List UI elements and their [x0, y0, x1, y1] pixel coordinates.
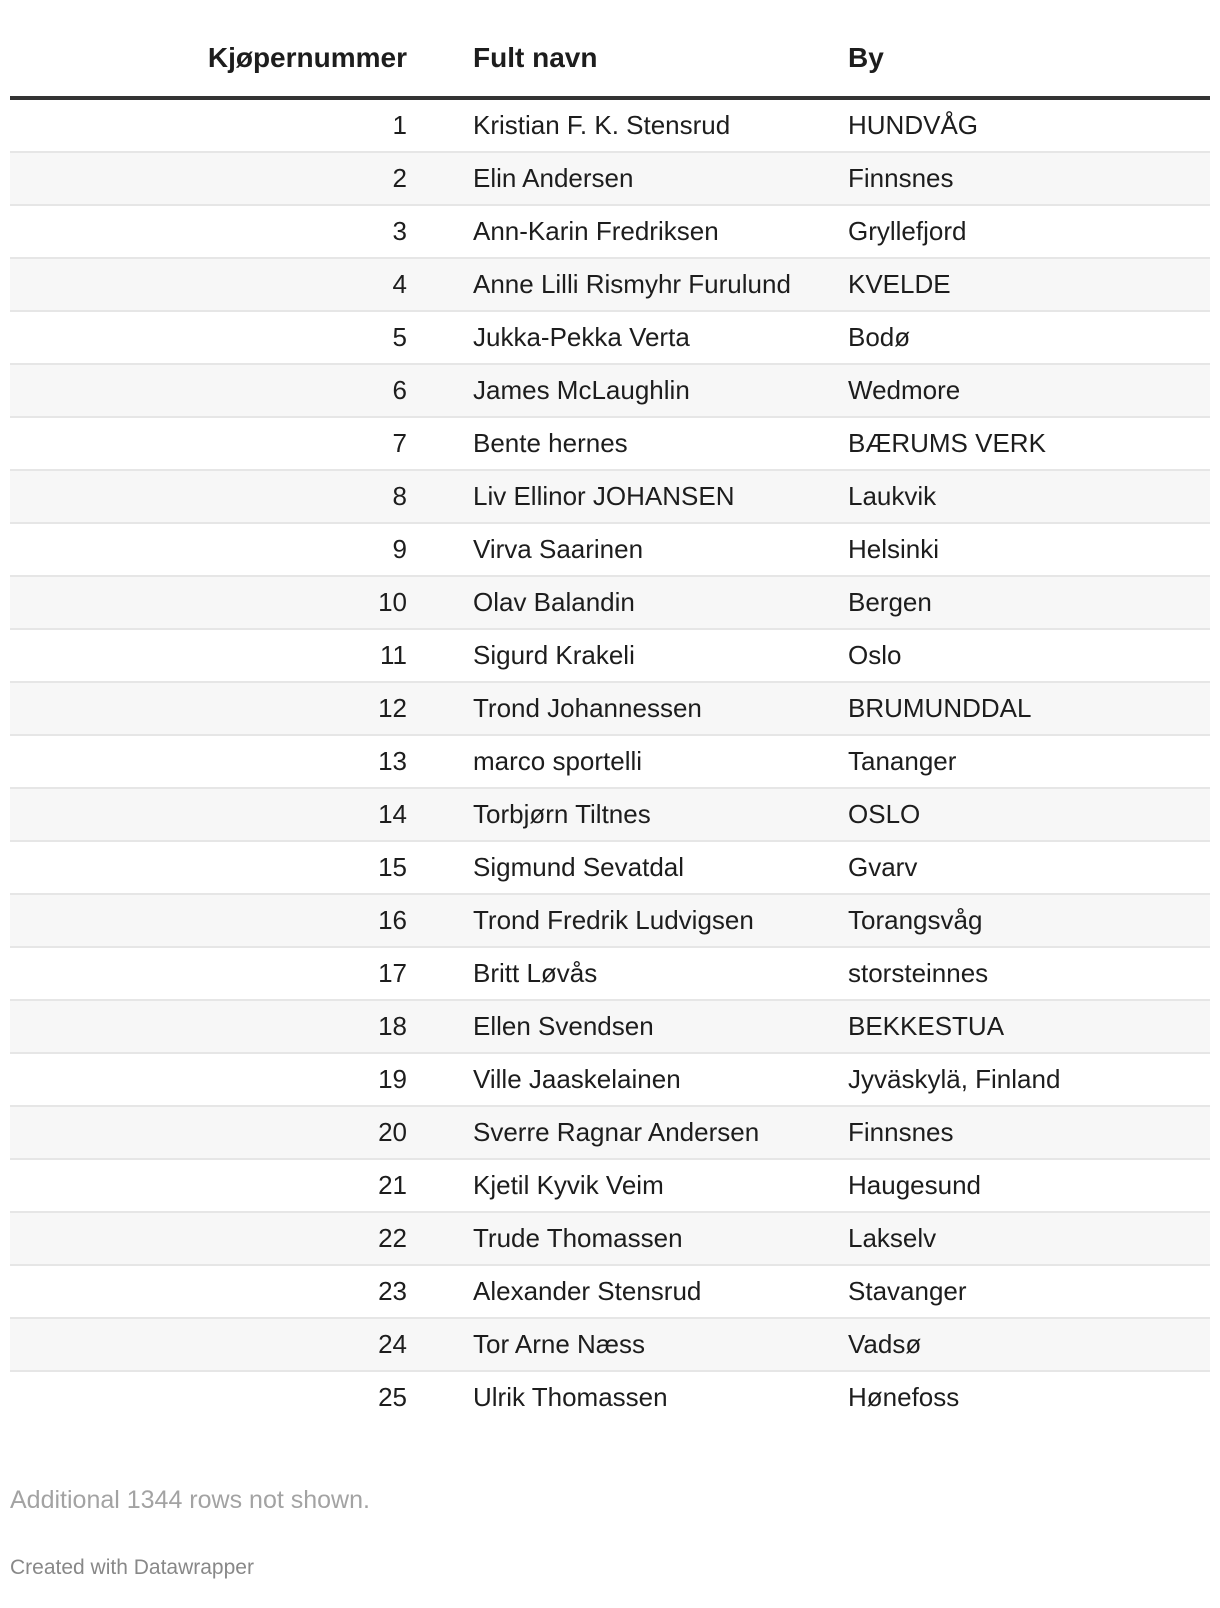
cell-buyer-number: 3 — [10, 205, 425, 258]
table-row — [10, 735, 1210, 788]
cell-full-name: Trond Johannessen — [425, 682, 810, 735]
cell-city: Oslo — [810, 629, 1210, 682]
cell-city: Lakselv — [810, 1212, 1210, 1265]
cell-buyer-number: 12 — [10, 682, 425, 735]
cell-full-name: Sverre Ragnar Andersen — [425, 1106, 810, 1159]
table-row — [10, 364, 1210, 417]
table-header-row — [10, 20, 1210, 98]
cell-city: Gryllefjord — [810, 205, 1210, 258]
rows-hidden-note: Additional 1344 rows not shown. — [10, 1486, 370, 1514]
cell-full-name: Elin Andersen — [425, 152, 810, 205]
table-row — [10, 576, 1210, 629]
table-row — [10, 470, 1210, 523]
cell-buyer-number: 11 — [10, 629, 425, 682]
cell-city: HUNDVÅG — [810, 98, 1210, 152]
cell-buyer-number: 13 — [10, 735, 425, 788]
column-header-city[interactable]: By — [810, 20, 1210, 98]
column-header-buyer-number[interactable]: Kjøpernummer — [10, 20, 425, 98]
cell-city: Torangsvåg — [810, 894, 1210, 947]
table-row — [10, 1212, 1210, 1265]
cell-buyer-number: 17 — [10, 947, 425, 1000]
cell-buyer-number: 6 — [10, 364, 425, 417]
cell-buyer-number: 15 — [10, 841, 425, 894]
table-body — [10, 98, 1210, 1423]
data-table-container — [10, 20, 1210, 1423]
cell-full-name: Sigurd Krakeli — [425, 629, 810, 682]
cell-buyer-number: 18 — [10, 1000, 425, 1053]
cell-full-name: Bente hernes — [425, 417, 810, 470]
cell-buyer-number: 24 — [10, 1318, 425, 1371]
table-row — [10, 98, 1210, 152]
table-row — [10, 682, 1210, 735]
table-row — [10, 258, 1210, 311]
cell-full-name: Tor Arne Næss — [425, 1318, 810, 1371]
cell-city: BEKKESTUA — [810, 1000, 1210, 1053]
cell-buyer-number: 5 — [10, 311, 425, 364]
cell-full-name: James McLaughlin — [425, 364, 810, 417]
cell-city: Finnsnes — [810, 1106, 1210, 1159]
cell-city: Haugesund — [810, 1159, 1210, 1212]
table-row — [10, 1318, 1210, 1371]
table-row — [10, 1000, 1210, 1053]
cell-full-name: Liv Ellinor JOHANSEN — [425, 470, 810, 523]
cell-buyer-number: 16 — [10, 894, 425, 947]
cell-city: Finnsnes — [810, 152, 1210, 205]
table-row — [10, 894, 1210, 947]
table-row — [10, 947, 1210, 1000]
cell-buyer-number: 25 — [378, 1382, 407, 1412]
cell-full-name: Olav Balandin — [425, 576, 810, 629]
cell-full-name: Sigmund Sevatdal — [425, 841, 810, 894]
table-row — [10, 205, 1210, 258]
cell-full-name: Ann-Karin Fredriksen — [425, 205, 810, 258]
cell-buyer-number: 23 — [10, 1265, 425, 1318]
table-row — [10, 1371, 1210, 1423]
cell-buyer-number: 22 — [10, 1212, 425, 1265]
cell-city: Vadsø — [810, 1318, 1210, 1371]
cell-full-name: Virva Saarinen — [425, 523, 810, 576]
cell-full-name: Trond Fredrik Ludvigsen — [425, 894, 810, 947]
cell-city: Gvarv — [810, 841, 1210, 894]
cell-city: Tananger — [810, 735, 1210, 788]
cell-buyer-number: 14 — [10, 788, 425, 841]
cell-city: Jyväskylä, Finland — [810, 1053, 1210, 1106]
cell-full-name: Britt Løvås — [425, 947, 810, 1000]
cell-city: storsteinnes — [810, 947, 1210, 1000]
cell-city: Wedmore — [810, 364, 1210, 417]
cell-full-name: marco sportelli — [425, 735, 810, 788]
cell-city: BÆRUMS VERK — [810, 417, 1210, 470]
cell-full-name: Kjetil Kyvik Veim — [425, 1159, 810, 1212]
cell-buyer-number: 10 — [10, 576, 425, 629]
table-row — [10, 841, 1210, 894]
table-row — [10, 1053, 1210, 1106]
cell-buyer-number: 20 — [10, 1106, 425, 1159]
table-row — [10, 788, 1210, 841]
cell-buyer-number: 9 — [10, 523, 425, 576]
cell-city: Stavanger — [810, 1265, 1210, 1318]
cell-full-name: Anne Lilli Rismyhr Furulund — [425, 258, 810, 311]
table-row — [10, 1159, 1210, 1212]
cell-city: OSLO — [810, 788, 1210, 841]
cell-buyer-number: 19 — [10, 1053, 425, 1106]
table-row — [10, 629, 1210, 682]
cell-full-name: Ville Jaaskelainen — [425, 1053, 810, 1106]
cell-city: Helsinki — [810, 523, 1210, 576]
table-row — [10, 311, 1210, 364]
cell-full-name: Torbjørn Tiltnes — [425, 788, 810, 841]
cell-full-name: Ulrik Thomassen — [473, 1382, 668, 1412]
cell-full-name: Trude Thomassen — [425, 1212, 810, 1265]
column-header-full-name[interactable]: Fult navn — [425, 20, 810, 98]
datawrapper-credit: Created with Datawrapper — [10, 1556, 254, 1579]
cell-full-name: Kristian F. K. Stensrud — [425, 98, 810, 152]
cell-full-name: Alexander Stensrud — [425, 1265, 810, 1318]
cell-buyer-number: 2 — [10, 152, 425, 205]
cell-buyer-number: 8 — [10, 470, 425, 523]
table-row — [10, 152, 1210, 205]
table-row — [10, 523, 1210, 576]
table-row — [10, 417, 1210, 470]
cell-full-name: Jukka-Pekka Verta — [425, 311, 810, 364]
cell-city: KVELDE — [810, 258, 1210, 311]
cell-city: BRUMUNDDAL — [810, 682, 1210, 735]
table-row — [10, 1106, 1210, 1159]
cell-city: Bergen — [810, 576, 1210, 629]
cell-city: Hønefoss — [848, 1382, 960, 1412]
cell-buyer-number: 1 — [10, 98, 425, 152]
cell-buyer-number: 4 — [10, 258, 425, 311]
cell-buyer-number: 21 — [10, 1159, 425, 1212]
buyers-table — [10, 20, 1210, 1423]
cell-city: Laukvik — [810, 470, 1210, 523]
table-row — [10, 1265, 1210, 1318]
cell-city: Bodø — [810, 311, 1210, 364]
cell-buyer-number: 7 — [10, 417, 425, 470]
cell-full-name: Ellen Svendsen — [425, 1000, 810, 1053]
